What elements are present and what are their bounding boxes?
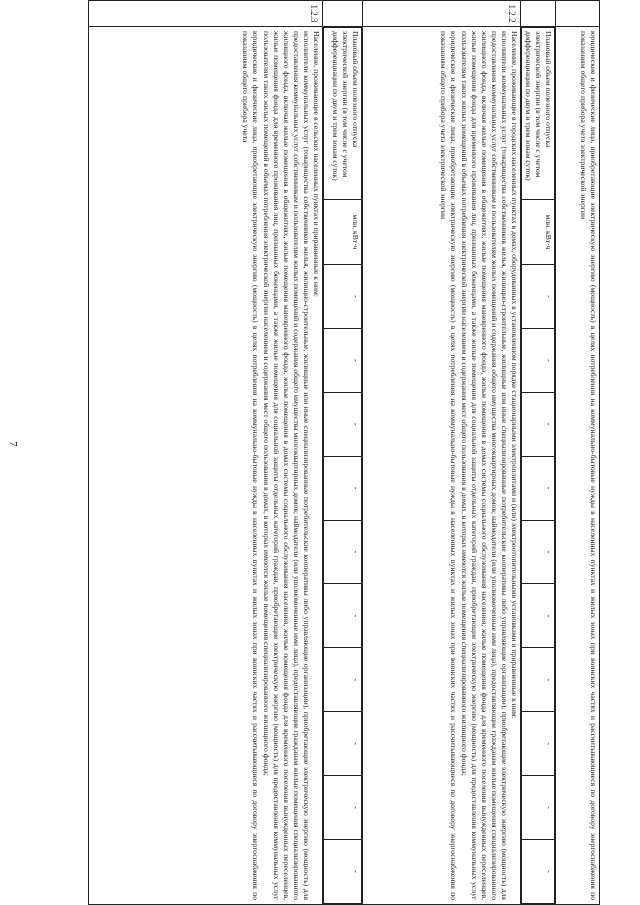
value-cell: - (522, 520, 555, 584)
value-cell: - (324, 648, 362, 712)
value-cell: - (324, 712, 362, 776)
value-cell: - (522, 776, 555, 840)
volume-subtable (521, 27, 555, 904)
value-cell: - (522, 584, 555, 648)
volume-subrow (521, 27, 556, 905)
value-cell: - (324, 776, 362, 840)
value-cell: - (324, 456, 362, 520)
row-description (363, 27, 521, 905)
paragraph: Население, проживающее в сельских населенных пунктах и приравненные к ним: (312, 31, 321, 297)
volume-subrow (323, 27, 363, 905)
paragraph: юридические и физические лица, приобретающие электрическую энергию (мощность) в целях потребления на коммунально-бытовые нужды в населенных пунктах и жилых зонах при воинских частях и рассчитывающиеся по договору энергоснабжения по показаниям общего прибора учета электрической энергии (439, 31, 459, 900)
row-number (556, 1, 600, 27)
volume-label: Плановый объем полезного отпуска электрической энергии (в том числе с учетом дифференциации по двум и трем зонам суток) (522, 28, 555, 200)
volume-label: Плановый объем полезного отпуска электрической энергии (в том числе с учетом дифференциации по двум и трем зонам суток) (324, 28, 362, 200)
value-cell: - (522, 648, 555, 712)
paragraph: исполнители коммунальных услуг (товарищества собственников жилья, жилищно-строительные, жилищные или иные специализированные потребительские кооперативы либо управляющие организации), приобретающие электрическую энергию (мощность) для предоставления коммунальных услуг собственникам и пользователям жилых помещений и содержания общего имущества многоквартирных домов; наймодатели (или уполномоченные ими лица), предоставляющие гражданам жилые помещения специализированного жилищного фонда, включая жилые помещения в общежитиях, жилые помещения маневренного фонда, жилые помещения в домах системы социального обслуживания населения, жилые помещения фонда для временного поселения вынужденных переселенцев, жилые помещения фонда для временного проживания лиц, признанных беженцами, а также жилые помещения для социальной защиты отдельных категорий граждан, приобретающие электрическую энергию (мощность) для предоставления коммунальных услуг пользователям таких жилых помещений в объемах потребления электрической энергии населением и содержания мест общего пользования в домах, в которых имеются жилые помещения специализированного жилищного фонда; (459, 31, 509, 900)
page-number: 7 (7, 441, 19, 447)
value-cell: - (324, 392, 362, 456)
value-cell: - (522, 328, 555, 392)
value-cell: - (522, 840, 555, 904)
value-cell: - (324, 584, 362, 648)
value-cell: - (324, 840, 362, 904)
value-cell: - (522, 712, 555, 776)
volume-subtable (323, 27, 362, 904)
table-row (323, 1, 363, 905)
row-number: 1.2.2 (363, 1, 521, 27)
unit-label: млн. кВт·ч (324, 200, 362, 265)
table-row (363, 1, 521, 905)
paragraph: юридические и физические лица, приобретающие электрическую энергию (мощность) в целях потребления на коммунально-бытовые нужды в населенных пунктах и жилых зонах при воинских частях и рассчитывающиеся по договору энергоснабжения по показаниям общего прибора учета электрической энергии (578, 31, 598, 900)
value-cell: - (324, 328, 362, 392)
paragraph: Население, проживающее в городских населенных пунктах в домах, оборудованных в установленном порядке стационарными электроплитами и (или) электроотопительными установками и приравненные к ним: (510, 31, 519, 719)
value-cell: - (324, 520, 362, 584)
value-cell: - (324, 265, 362, 329)
row-description (556, 27, 600, 905)
value-cell: - (522, 265, 555, 329)
table-row (521, 1, 556, 905)
row-number: 1.2.3 (89, 1, 323, 27)
row-number-empty (323, 1, 363, 27)
tariff-table (88, 0, 600, 905)
unit-label: млн. кВт·ч (522, 200, 555, 265)
value-cell: - (522, 456, 555, 520)
table-row (556, 1, 600, 905)
paragraph: исполнители коммунальных услуг (товарищества собственников жилья, жилищно-строительные, жилищные или иные специализированные потребительские кооперативы либо управляющие организации), приобретающие электрическую энергию (мощность) для предоставления коммунальных услуг собственникам и пользователям жилых помещений и содержания общего имущества многоквартирных домов; наймодатели (или уполномоченные ими лица), предоставляющие гражданам жилые помещения специализированного жилищного фонда, включая жилые помещения в общежитиях, жилые помещения маневренного фонда, жилые помещения в домах системы социального обслуживания населения, жилые помещения фонда для временного поселения вынужденных переселенцев, жилые помещения фонда для временного проживания лиц, признанных беженцами, а также жилые помещения для социальной защиты отдельных категорий граждан, приобретающие электрическую энергию (мощность) для предоставления коммунальных услуг пользователям таких жилых помещений в объемах потребления электрической энергии населением и содержания мест общего пользования в домах, в которых имеются жилые помещения специализированного жилищного фонда; (261, 31, 311, 900)
row-number-empty (521, 1, 556, 27)
rotated-table-sheet (90, 0, 600, 905)
paragraph: юридические и физические лица, приобретающие электрическую энергию (мощность) в целях потребления на коммунально-бытовые нужды в населенных пунктах и жилых зонах при воинских частях и рассчитывающиеся по договору энергоснабжения по показаниям общего прибора учета (241, 31, 261, 900)
row-description (89, 27, 323, 905)
value-cell: - (522, 392, 555, 456)
table-row (89, 1, 323, 905)
